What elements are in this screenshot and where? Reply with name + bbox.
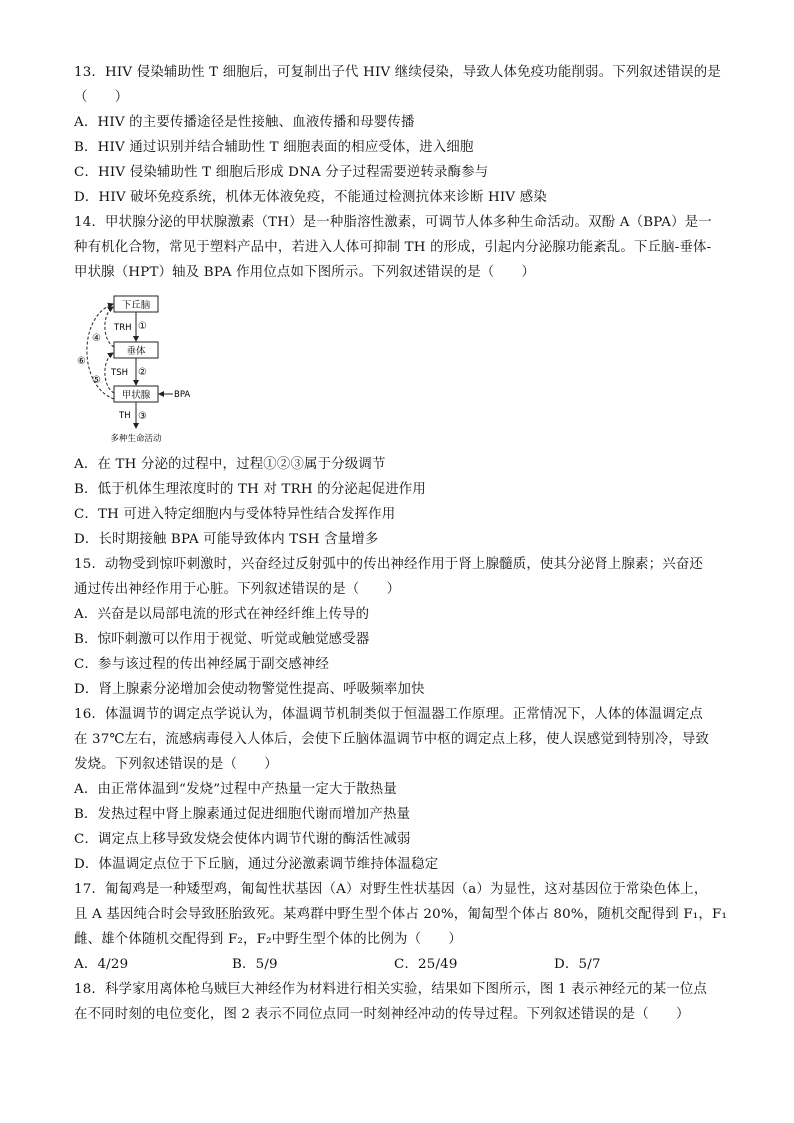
q14-stem-line2: 种有机化合物，常见于塑料产品中，若进入人体可抑制 TH 的形成，引起内分泌腺功能紊乱。下丘脑-垂体- [74, 240, 712, 255]
step-2-marker: ② [138, 367, 147, 378]
q13-option-b: B．HIV 通过识别并结合辅助性 T 细胞表面的相应受体，进入细胞 [74, 140, 474, 155]
q16-stem-line3: 发烧。下列叙述错误的是（ ） [74, 757, 278, 772]
q16-option-a: A．由正常体温到“发烧”过程中产热量一定大于散热量 [74, 782, 397, 797]
q18-stem-line1: 18．科学家用离体枪乌贼巨大神经作为材料进行相关实验，结果如下图所示，图 1 表示神经元的某一位点 [74, 982, 708, 997]
thyroid-label: 甲状腺 [121, 390, 151, 401]
q17-stem-line2: 且 A 基因纯合时会导致胚胎致死。某鸡群中野生型个体占 20%，匍匐型个体占 80%，随机交配得到 F₁，F₁ [74, 907, 728, 922]
q17-option-b: B．5/9 [232, 957, 278, 972]
q13-option-c: C．HIV 侵染辅助性 T 细胞后形成 DNA 分子过程需要逆转录酶参与 [74, 165, 489, 180]
feedback-4-marker: ④ [92, 333, 101, 344]
th-label: TH [119, 411, 131, 421]
q15-stem-line2: 通过传出神经作用于心脏。下列叙述错误的是（ ） [74, 582, 401, 597]
q14-option-c: C．TH 可进入特定细胞内与受体特异性结合发挥作用 [74, 507, 396, 522]
q15-stem-line1: 15．动物受到惊吓刺激时，兴奋经过反射弧中的传出神经作用于肾上腺髓质，使其分泌肾上腺素；兴奋还 [74, 557, 704, 572]
tsh-label: TSH [111, 368, 128, 378]
trh-label: TRH [114, 323, 132, 333]
q17-stem-line1: 17．匍匐鸡是一种矮型鸡，匍匐性状基因（A）对野生性状基因（a）为显性，这对基因位于常染色体上， [74, 882, 708, 897]
feedback-6-marker: ⑥ [77, 356, 86, 367]
q13-option-a: A．HIV 的主要传播途径是性接触、血液传播和母婴传播 [74, 115, 415, 130]
bpa-label: BPA [174, 390, 191, 400]
q16-stem-line2: 在 37℃左右，流感病毒侵入人体后，会使下丘脑体温调节中枢的调定点上移，使人误感觉到特别冷，导致 [74, 732, 710, 747]
q15-option-c: C．参与该过程的传出神经属于副交感神经 [74, 657, 330, 672]
q14-stem-line3: 甲状腺（HPT）轴及 BPA 作用位点如下图所示。下列叙述错误的是（ ） [74, 265, 536, 280]
feedback-5-marker: ⑤ [92, 375, 101, 386]
q17-option-d: D．5/7 [554, 957, 601, 972]
pituitary-label: 垂体 [126, 346, 146, 357]
feedback-4-arrow [105, 307, 114, 347]
hpt-axis-diagram [74, 290, 214, 448]
q13-stem-line1: 13．HIV 侵染辅助性 T 细胞后，可复制出子代 HIV 继续侵染，导致人体免疫功能削弱。下列叙述错误的是 [74, 65, 721, 80]
life-activities-label: 多种生命活动 [110, 434, 162, 444]
q15-option-d: D．肾上腺素分泌增加会使动物警觉性提高、呼吸频率加快 [74, 682, 425, 697]
q13-stem-line2: （ ） [74, 90, 129, 105]
q17-stem-line3: 雌、雄个体随机交配得到 F₂，F₂中野生型个体的比例为（ ） [74, 932, 462, 947]
hypothalamus-label: 下丘脑 [121, 300, 151, 311]
q16-option-c: C．调定点上移导致发烧会使体内调节代谢的酶活性减弱 [74, 832, 411, 847]
q18-stem-line2: 在不同时刻的电位变化，图 2 表示不同位点同一时刻神经冲动的传导过程。下列叙述错误的是（ ） [74, 1007, 690, 1022]
q14-option-b: B．低于机体生理浓度时的 TH 对 TRH 的分泌起促进作用 [74, 482, 426, 497]
q16-option-b: B．发热过程中肾上腺素通过促进细胞代谢而增加产热量 [74, 807, 411, 822]
q15-option-a: A．兴奋是以局部电流的形式在神经纤维上传导的 [74, 607, 370, 622]
step-1-marker: ① [138, 321, 147, 332]
q15-option-b: B．惊吓刺激可以作用于视觉、听觉或触觉感受器 [74, 632, 370, 647]
q16-option-d: D．体温调定点位于下丘脑，通过分泌激素调节维持体温稳定 [74, 857, 439, 872]
q13-option-d: D．HIV 破坏免疫系统，机体无体液免疫，不能通过检测抗体来诊断 HIV 感染 [74, 190, 547, 205]
q14-option-d: D．长时期接触 BPA 可能导致体内 TSH 含量增多 [74, 532, 379, 547]
q14-option-a: A．在 TH 分泌的过程中，过程①②③属于分级调节 [74, 457, 386, 472]
q16-stem-line1: 16．体温调节的调定点学说认为，体温调节机制类似于恒温器工作原理。正常情况下，人体的体温调定点 [74, 707, 704, 722]
q14-stem-line1: 14．甲状腺分泌的甲状腺激素（TH）是一种脂溶性激素，可调节人体多种生命活动。双酚 A（BPA）是一 [74, 215, 712, 230]
step-3-marker: ③ [138, 411, 147, 422]
q17-option-c: C．25/49 [394, 957, 458, 972]
q17-option-a: A．4/29 [74, 957, 129, 972]
hpt-axis-svg [74, 290, 214, 448]
